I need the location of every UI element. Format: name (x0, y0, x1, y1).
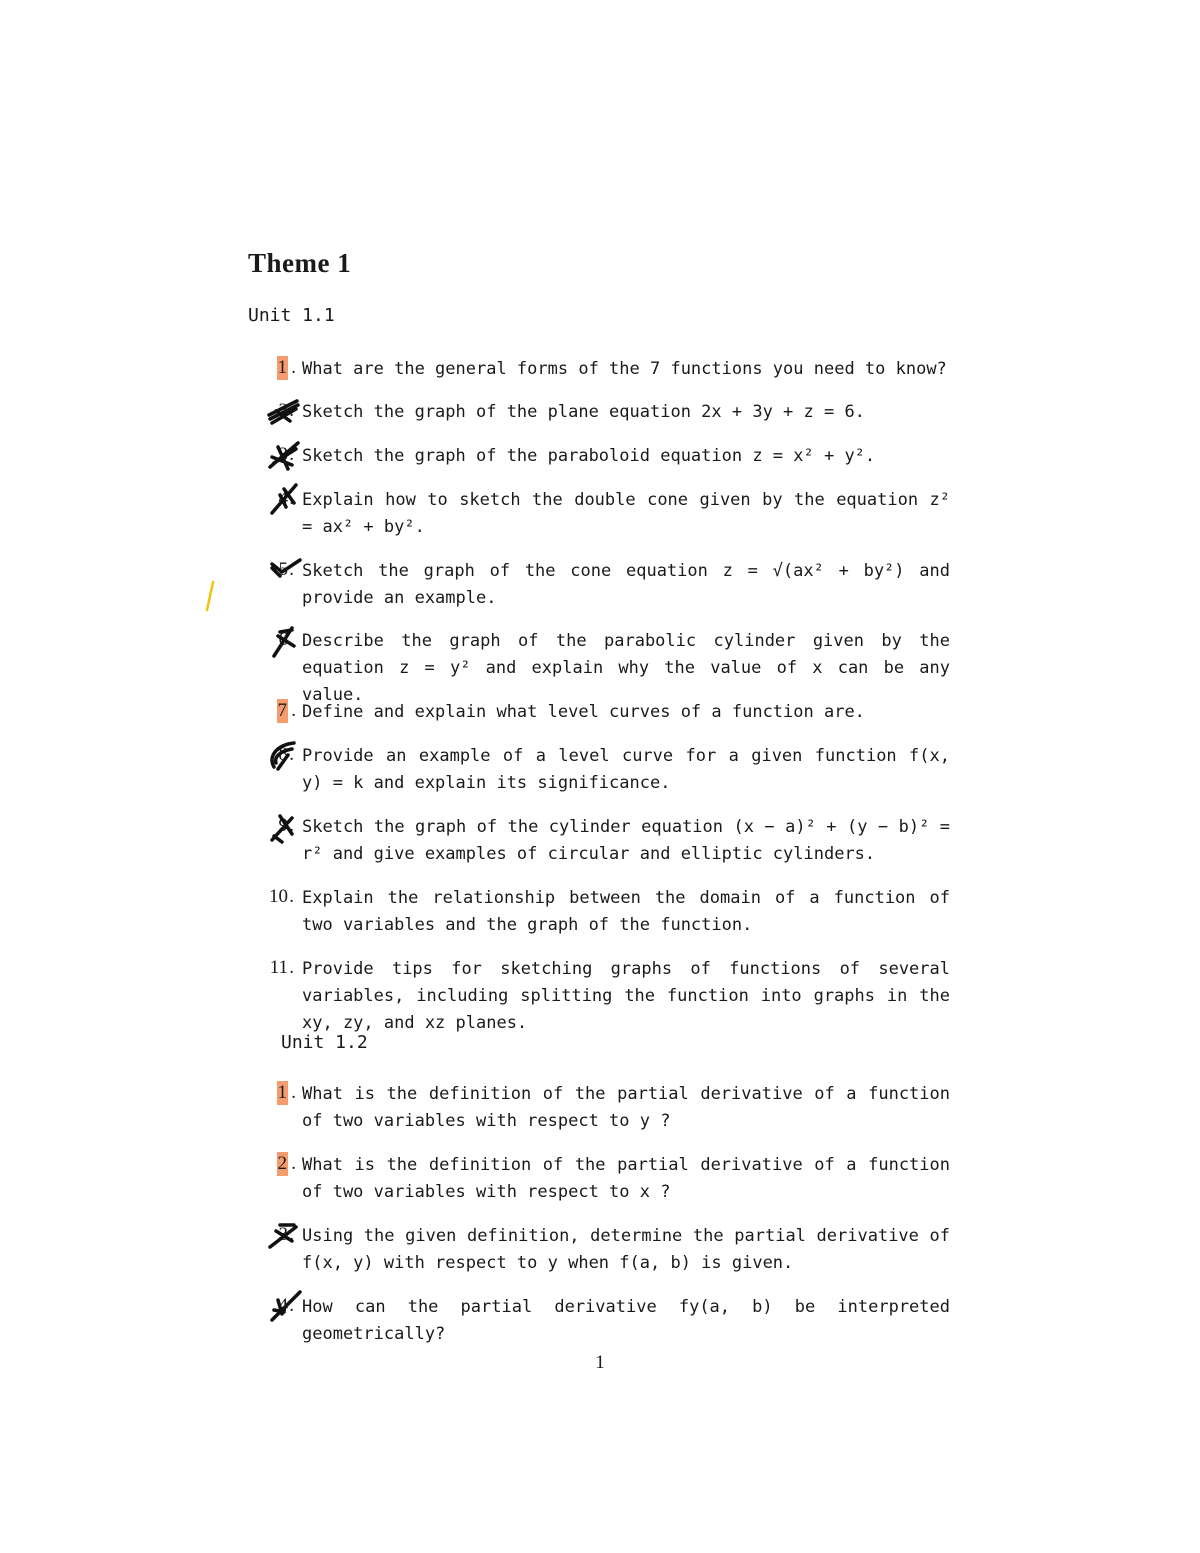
question-number: 2 . (277, 1153, 296, 1174)
question-text: Provide an example of a level curve for a given function f(x, y) = k and explain its significance. (302, 746, 950, 793)
unit-1-2-heading: Unit 1.2 (281, 1032, 368, 1053)
checkmark-scribble-icon (266, 1217, 302, 1253)
question-number: 2 . (278, 400, 294, 421)
checkmark-scribble-icon (266, 393, 302, 429)
question-text: How can the partial derivative fy(a, b) be interpreted geometrically? (302, 1297, 950, 1344)
question-number: 10 . (269, 886, 294, 907)
question-text: Sketch the graph of the paraboloid equation z = x² + y². (302, 446, 876, 466)
question-number: 11 . (269, 957, 294, 978)
checkmark-scribble-icon (266, 1288, 302, 1324)
question-text: Sketch the graph of the plane equation 2x + 3y + z = 6. (302, 402, 865, 422)
unit-1-1-heading: Unit 1.1 (248, 305, 335, 326)
question-number: 8 . (278, 744, 294, 765)
question-number: 5 . (278, 559, 294, 580)
question-number: 4 . (278, 1295, 294, 1316)
question-text: What is the definition of the partial derivative of a function of two variables with respect to y ? (302, 1084, 950, 1131)
question-number: 1 . (277, 1082, 296, 1103)
checkmark-scribble-icon (266, 481, 302, 517)
checkmark-scribble-icon (266, 808, 302, 844)
yellow-highlight-mark (203, 580, 217, 612)
question-text: Describe the graph of the parabolic cylinder given by the equation z = y² and explain why the value of x can be any value. (302, 631, 950, 705)
question-number: 3 . (278, 444, 294, 465)
question-number: 7 . (277, 700, 296, 721)
checkmark-scribble-icon (266, 552, 302, 588)
question-text: Provide tips for sketching graphs of functions of several variables, including splitting the function into graphs in the xy, zy, and xz planes. (302, 959, 950, 1033)
checkmark-scribble-icon (266, 437, 302, 473)
question-number: 3 . (278, 1224, 294, 1245)
question-text: Sketch the graph of the cylinder equation (x − a)² + (y − b)² = r² and give examples of circular and elliptic cylinders. (302, 817, 950, 864)
page-title: Theme 1 (248, 248, 352, 278)
question-text: Explain how to sketch the double cone given by the equation z² = ax² + by². (302, 490, 950, 537)
question-text: What are the general forms of the 7 functions you need to know? (302, 359, 947, 379)
question-text: Define and explain what level curves of a function are. (302, 702, 865, 722)
question-text: Sketch the graph of the cone equation z = √(ax² + by²) and provide an example. (302, 561, 950, 608)
question-text: What is the definition of the partial derivative of a function of two variables with respect to x ? (302, 1155, 950, 1202)
question-number: 4 . (278, 488, 294, 509)
page-number: 1 (595, 1352, 605, 1373)
checkmark-scribble-icon (266, 622, 302, 658)
question-text: Using the given definition, determine the partial derivative of f(x, y) with respect to y when f(a, b) is given. (302, 1226, 950, 1273)
question-number: 9 . (278, 815, 294, 836)
question-number: 6 . (278, 629, 294, 650)
question-text: Explain the relationship between the domain of a function of two variables and the graph of the function. (302, 888, 950, 935)
question-number: 1 . (277, 357, 296, 378)
checkmark-scribble-icon (266, 737, 302, 773)
